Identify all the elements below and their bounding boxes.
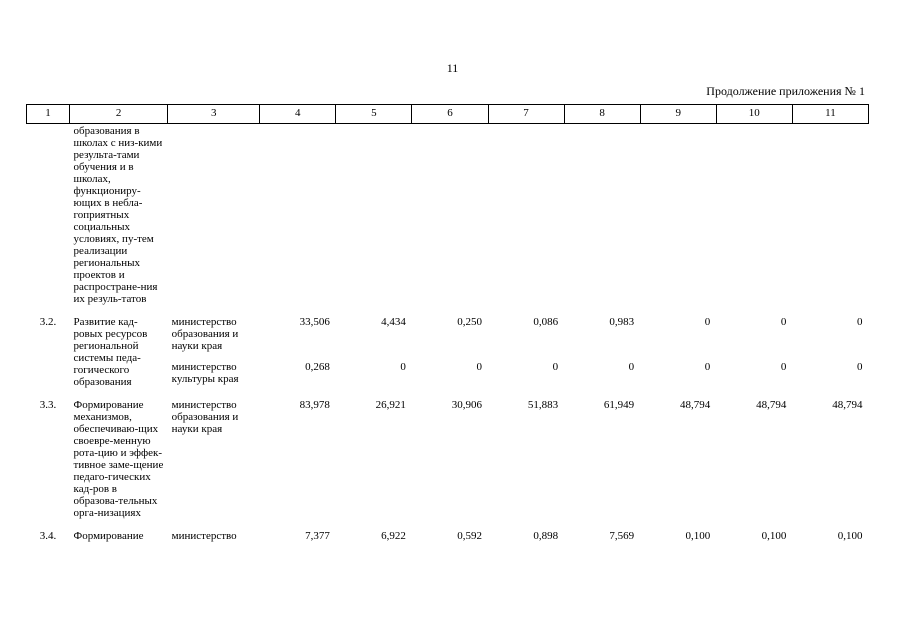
header-cell: 5 [336,105,412,124]
page-number: 11 [446,61,459,75]
table-row [27,124,869,307]
row-index: 3.3. [39,399,57,411]
row-value [336,124,412,307]
row-name: Развитие кад-ровых ресурсов региональной системы педа-гогического образования [73,316,148,388]
row-name: Формирование механизмов, обеспечиваю-щих своевре-менную рота-цию и эффек-тивное заме-щение педаго-гических кад-ров в образова-тельных орга-низациях [73,399,164,519]
row-value: 0,100 [837,530,863,542]
row-value: 0 [704,316,711,328]
row-value: 0 [780,361,787,374]
row-value: 0 [552,361,559,374]
row-value: 0 [476,361,482,374]
row-value: 0,086 [533,316,559,328]
header-cell: 10 [716,105,792,124]
row-value: 48,794 [679,399,711,411]
row-value: 0 [628,361,635,374]
table-row [27,520,869,543]
row-value: 0,100 [761,530,787,542]
header-cell: 2 [70,105,168,124]
header-cell: 9 [640,105,716,124]
row-value: 0 [780,316,787,328]
header-cell: 8 [564,105,640,124]
row-value: 0,898 [533,530,559,542]
row-executor: министерство культуры края [171,361,239,386]
row-value [488,124,564,307]
continuation-label: Продолжение приложения № 1 [706,84,865,98]
header-cell: 4 [260,105,336,124]
table-row [27,389,869,520]
row-executor: министерство [171,530,237,542]
row-index: 3.4. [39,530,57,542]
header-cell: 7 [488,105,564,124]
row-name: образования в школах с низ-кими результа-тами обучения и в школах, функциониру-ющих в небла-гоприятных социальных условиях, пу-тем реализации региональных проектов и распростране-ния их резуль-татов [73,125,163,305]
table-header-row [27,105,869,124]
table-row [27,306,869,357]
row-index [27,124,70,307]
row-value: 30,906 [451,399,482,411]
appendix-table [26,104,869,543]
row-value: 48,794 [832,399,863,411]
row-value: 6,922 [381,530,406,542]
header-cell: 3 [168,105,260,124]
row-value: 83,978 [299,399,330,411]
row-value [260,124,336,307]
row-value: 0,983 [609,316,635,328]
row-value: 26,921 [375,399,406,411]
row-value: 51,883 [527,399,559,411]
row-value: 0 [857,316,863,328]
row-value: 0,250 [457,316,482,328]
row-name: Формирование [73,530,144,542]
row-value: 7,377 [305,530,330,542]
row-value: 0 [857,361,863,374]
row-value [640,124,716,307]
row-value: 48,794 [756,399,787,411]
row-index: 3.2. [39,316,57,328]
row-value: 4,434 [381,316,406,328]
row-value [792,124,868,307]
row-value: 0,268 [305,361,330,374]
header-cell: 6 [412,105,488,124]
header-cell: 11 [792,105,868,124]
row-value: 7,569 [609,530,635,542]
row-value: 0,592 [457,530,482,542]
row-value: 0,100 [685,530,711,542]
row-executor: министерство образования и науки края [171,316,239,352]
row-value [716,124,792,307]
row-executor [168,124,260,307]
row-value [412,124,488,307]
row-executor: министерство образования и науки края [171,399,239,435]
row-value: 33,506 [299,316,330,328]
row-value: 0 [400,361,406,374]
row-value [564,124,640,307]
row-value: 61,949 [603,399,635,411]
header-cell: 1 [27,105,70,124]
row-value: 0 [704,361,711,374]
